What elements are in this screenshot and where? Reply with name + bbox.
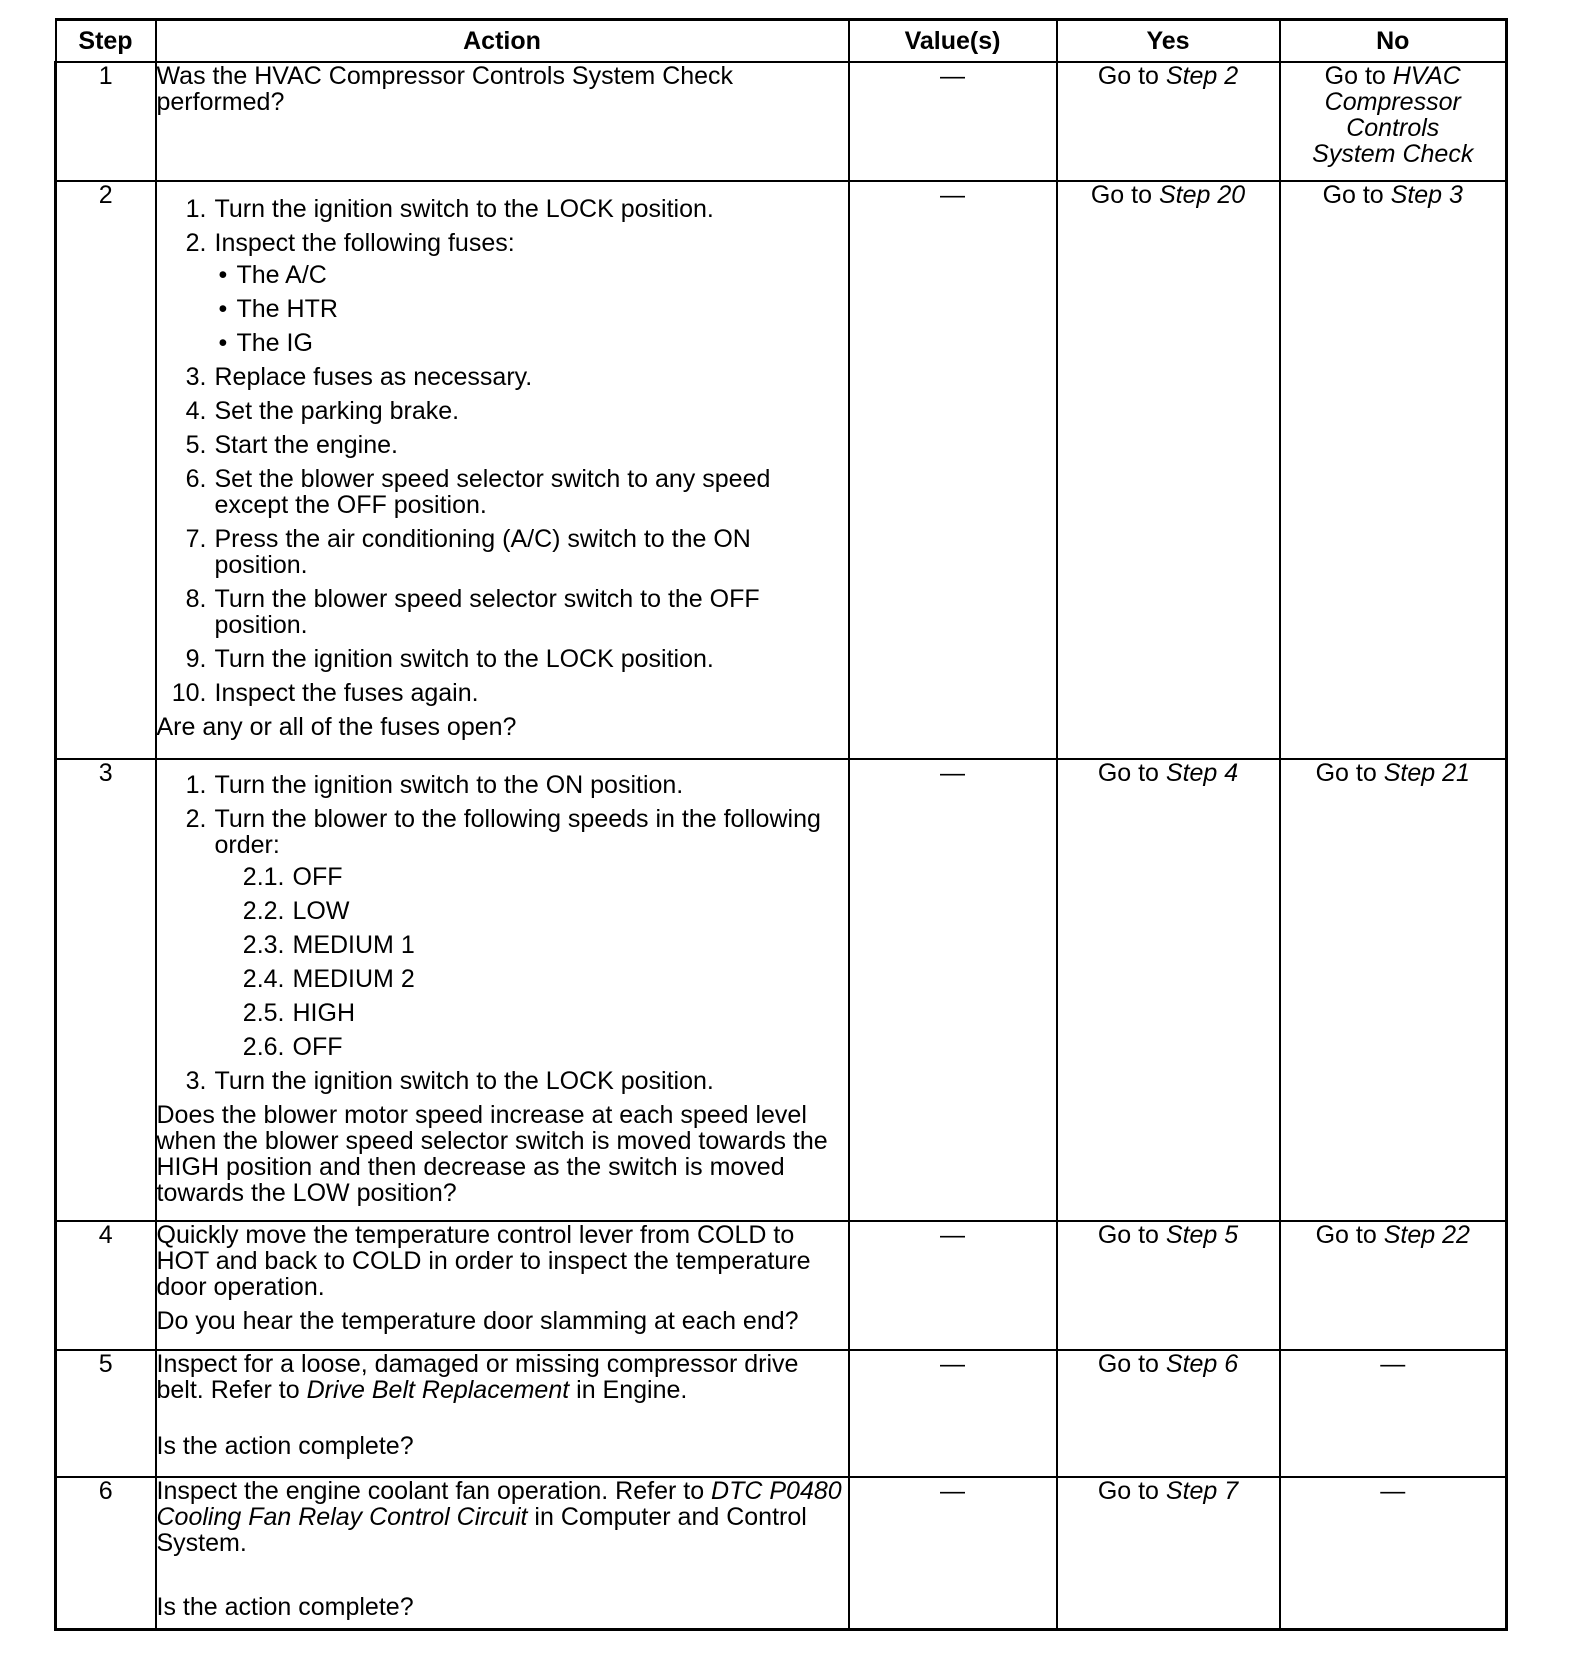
table-row	[56, 181, 1507, 759]
list-item: 6. Set the blower speed selector switch to any speed except the OFF position.	[185, 465, 771, 519]
yes-link[interactable]: Step 7	[1165, 1477, 1239, 1505]
table-row	[56, 759, 1507, 1221]
header-step: Step	[56, 20, 156, 63]
list-item: 5. Start the engine.	[185, 431, 398, 459]
yes-cell	[1057, 181, 1280, 759]
fuse-list	[215, 262, 848, 356]
list-item: 7. Press the air conditioning (A/C) switch to the ON position.	[185, 525, 751, 579]
yes-prefix: Go to	[1097, 62, 1166, 90]
yes-link[interactable]: Step 5	[1165, 1221, 1239, 1249]
value-cell: —	[849, 1477, 1057, 1629]
no-cell	[1280, 1221, 1507, 1350]
header-yes: Yes	[1057, 20, 1280, 63]
action-cell	[156, 181, 849, 759]
question-text: Do you hear the temperature door slamming at each end?	[156, 1307, 799, 1335]
action-steps	[157, 772, 848, 1094]
list-item: 8. Turn the blower speed selector switch to the OFF position.	[185, 585, 760, 639]
step-number: 6	[56, 1477, 156, 1629]
no-cell: —	[1280, 1350, 1507, 1477]
list-item: • The A/C	[215, 262, 848, 288]
yes-cell	[1057, 1350, 1280, 1477]
value-cell: —	[849, 62, 1057, 181]
action-cell	[156, 1350, 849, 1477]
action-cell	[156, 759, 849, 1221]
question-text: Does the blower motor speed increase at each speed level when the blower speed selector switch is moved towards the HIGH position and then decrease as the switch is moved towards the LOW position?	[156, 1101, 828, 1207]
list-item: 2. Turn the blower to the following speeds in the following order: 2.1. OFF 2.2. LOW 2.3. MEDIUM 1 2.4. MEDIUM 2 2.5. HIGH 2.6. OFF	[157, 806, 848, 1060]
action-text: Inspect for a loose, damaged or missing compressor drive belt. Refer to Drive Belt Replacement in Engine.	[156, 1350, 799, 1404]
header-values: Value(s)	[849, 20, 1057, 63]
action-text: Was the HVAC Compressor Controls System Check performed?	[156, 62, 734, 116]
no-link-line[interactable]: Compressor	[1324, 88, 1461, 116]
list-item: 10. Inspect the fuses again.	[171, 679, 479, 707]
table-row	[56, 1477, 1507, 1629]
yes-prefix: Go to	[1097, 1350, 1166, 1378]
no-cell	[1280, 62, 1507, 181]
yes-cell	[1057, 1477, 1280, 1629]
action-text: Inspect the engine coolant fan operation. Refer to DTC P0480 Cooling Fan Relay Control Circuit in Computer and Control System.	[156, 1477, 842, 1557]
no-prefix: Go to	[1322, 181, 1391, 209]
table-row	[56, 62, 1507, 181]
no-prefix: Go to	[1315, 759, 1384, 787]
question-text: Is the action complete?	[156, 1432, 414, 1460]
list-item: 1. Turn the ignition switch to the LOCK position.	[185, 195, 714, 223]
list-item: 1. Turn the ignition switch to the ON position.	[185, 771, 684, 799]
value-cell: —	[849, 1350, 1057, 1477]
step-number: 5	[56, 1350, 156, 1477]
list-item: 2.2. LOW	[242, 897, 350, 925]
list-item: 2.6. OFF	[242, 1033, 343, 1061]
no-cell	[1280, 181, 1507, 759]
no-cell	[1280, 759, 1507, 1221]
yes-prefix: Go to	[1097, 1221, 1166, 1249]
reference-link[interactable]: Drive Belt Replacement	[306, 1376, 570, 1404]
step-number: 1	[56, 62, 156, 181]
value-cell: —	[849, 181, 1057, 759]
header-action: Action	[156, 20, 849, 63]
reference-link[interactable]: DTC P0480 Cooling Fan Relay Control Circuit	[156, 1477, 842, 1531]
yes-link[interactable]: Step 20	[1158, 181, 1246, 209]
question-text: Is the action complete?	[156, 1593, 414, 1621]
yes-link[interactable]: Step 6	[1165, 1350, 1239, 1378]
yes-prefix: Go to	[1097, 759, 1166, 787]
question-text: Are any or all of the fuses open?	[156, 713, 517, 741]
speed-list	[215, 864, 848, 1060]
action-cell	[156, 1221, 849, 1350]
list-item: 3. Turn the ignition switch to the LOCK position.	[185, 1067, 714, 1095]
yes-cell	[1057, 1221, 1280, 1350]
no-link[interactable]: Step 3	[1390, 181, 1463, 209]
list-item: 2. Inspect the following fuses: • The A/C • The HTR • The IG	[157, 230, 848, 356]
no-prefix: Go to	[1324, 62, 1393, 90]
action-cell	[156, 62, 849, 181]
yes-cell	[1057, 759, 1280, 1221]
value-cell: —	[849, 759, 1057, 1221]
list-item: 4. Set the parking brake.	[185, 397, 460, 425]
yes-cell	[1057, 62, 1280, 181]
yes-prefix: Go to	[1097, 1477, 1166, 1505]
yes-prefix: Go to	[1090, 181, 1159, 209]
header-row	[56, 20, 1507, 63]
no-link-line[interactable]: HVAC	[1392, 62, 1461, 90]
no-link-line[interactable]: System Check	[1312, 140, 1474, 168]
list-item: • The IG	[215, 330, 848, 356]
no-link-line[interactable]: Controls	[1346, 114, 1440, 142]
no-cell: —	[1280, 1477, 1507, 1629]
list-item: 2.1. OFF	[242, 863, 343, 891]
list-item: 2.3. MEDIUM 1	[242, 931, 415, 959]
table-row	[56, 1350, 1507, 1477]
action-steps	[157, 196, 848, 706]
yes-link[interactable]: Step 4	[1165, 759, 1239, 787]
action-cell	[156, 1477, 849, 1629]
step-number: 4	[56, 1221, 156, 1350]
header-no: No	[1280, 20, 1507, 63]
no-link[interactable]: Step 22	[1383, 1221, 1470, 1249]
action-text: Quickly move the temperature control lever from COLD to HOT and back to COLD in order to inspect the temperature door operation.	[156, 1221, 811, 1301]
list-item: 2.4. MEDIUM 2	[242, 965, 415, 993]
table-row	[56, 1221, 1507, 1350]
list-item: • The HTR	[215, 296, 848, 322]
list-item: 2.5. HIGH	[242, 999, 355, 1027]
no-prefix: Go to	[1315, 1221, 1384, 1249]
list-item: 3. Replace fuses as necessary.	[185, 363, 533, 391]
yes-link[interactable]: Step 2	[1165, 62, 1239, 90]
list-item: 9. Turn the ignition switch to the LOCK position.	[185, 645, 714, 673]
no-link[interactable]: Step 21	[1383, 759, 1470, 787]
step-number: 2	[56, 181, 156, 759]
step-number: 3	[56, 759, 156, 1221]
diagnostic-table	[54, 18, 1508, 1631]
value-cell: —	[849, 1221, 1057, 1350]
